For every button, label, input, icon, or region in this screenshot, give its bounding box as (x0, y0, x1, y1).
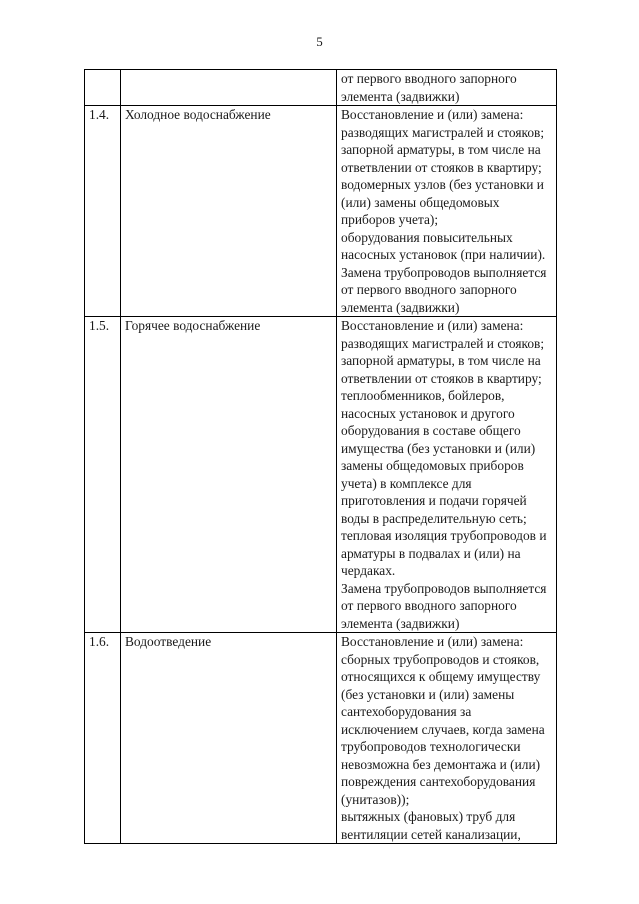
work-description-line: имущества (без установки и (или) (341, 440, 536, 456)
work-description-line: Восстановление и (или) замена: (341, 318, 524, 333)
work-description-line: оборудования в составе общего (341, 423, 521, 438)
work-description-line: от первого вводного запорного (341, 71, 517, 86)
work-description-cell (337, 317, 557, 633)
work-description-line: Восстановление и (или) замена: (341, 634, 524, 649)
work-description-line: запорной арматуры, в том числе на (341, 353, 541, 368)
work-description-line: (или) замены общедомовых (341, 194, 500, 210)
work-description-cell (337, 106, 557, 317)
work-description-line: Восстановление и (или) замена: (341, 107, 524, 122)
work-description-line: вентиляции сетей канализации, (341, 826, 521, 842)
work-description-line: от первого вводного запорного (341, 598, 517, 613)
system-name-cell (121, 70, 337, 106)
work-description-line: воды в распределительную сеть; (341, 510, 527, 526)
work-description-line: вытяжных (фановых) труб для (341, 809, 516, 824)
work-description-line: элемента (задвижки) (341, 615, 460, 631)
table-row (85, 106, 557, 317)
item-number-cell: 1.4. (85, 106, 121, 317)
item-number-cell: 1.6. (85, 633, 121, 844)
work-description-line: разводящих магистралей и стояков; (341, 124, 545, 140)
work-description-line: насосных установок и другого (341, 405, 515, 421)
work-description-line: повреждения сантехоборудования (341, 774, 536, 789)
work-description-line: (без установки и (или) замены (341, 686, 515, 702)
work-description-line: невозможна без демонтажа и (или) (341, 756, 541, 772)
item-number-cell: 1.5. (85, 317, 121, 633)
system-name-cell: Горячее водоснабжение (121, 317, 337, 633)
work-description-line: трубопроводов технологически (341, 739, 521, 754)
work-description-line: чердаках. (341, 563, 396, 578)
work-description-line: сантехоборудования за (341, 704, 472, 719)
work-description-line: относящихся к общему имуществу (341, 669, 541, 684)
system-name-cell: Водоотведение (121, 633, 337, 844)
work-description-line: Замена трубопроводов выполняется (341, 580, 547, 596)
work-description-line: ответвлении от стояков в квартиру; (341, 370, 542, 386)
work-description-line: от первого вводного запорного (341, 282, 517, 297)
work-description-line: приготовления и подачи горячей (341, 493, 527, 508)
table-row (85, 70, 557, 106)
table-row (85, 633, 557, 844)
work-description-line: элемента (задвижки) (341, 299, 460, 315)
work-description-line: теплообменников, бойлеров, (341, 388, 505, 403)
works-table (84, 69, 557, 844)
table-body (85, 70, 557, 844)
work-description-line: (унитазов)); (341, 791, 410, 807)
work-description-line: тепловая изоляция трубопроводов и (341, 528, 547, 543)
table-row (85, 317, 557, 633)
work-description-cell (337, 633, 557, 844)
item-number-cell (85, 70, 121, 106)
work-description-line: исключением случаев, когда замена (341, 721, 545, 737)
work-description-line: ответвлении от стояков в квартиру; (341, 159, 542, 175)
work-description-line: замены общедомовых приборов (341, 458, 524, 473)
work-description-line: Замена трубопроводов выполняется (341, 264, 547, 280)
work-description-line: оборудования повысительных (341, 229, 513, 245)
system-name-cell: Холодное водоснабжение (121, 106, 337, 317)
work-description-line: арматуры в подвалах и (или) на (341, 545, 521, 561)
work-description-line: разводящих магистралей и стояков; (341, 335, 545, 351)
work-description-line: элемента (задвижки) (341, 88, 460, 104)
work-description-line: водомерных узлов (без установки и (341, 177, 544, 192)
page-number: 5 (316, 34, 323, 49)
work-description-line: запорной арматуры, в том числе на (341, 142, 541, 157)
work-description-line: приборов учета); (341, 212, 439, 227)
work-description-line: сборных трубопроводов и стояков, (341, 651, 540, 667)
work-description-line: насосных установок (при наличии). (341, 247, 546, 262)
work-description-cell (337, 70, 557, 106)
work-description-line: учета) в комплексе для (341, 475, 472, 491)
